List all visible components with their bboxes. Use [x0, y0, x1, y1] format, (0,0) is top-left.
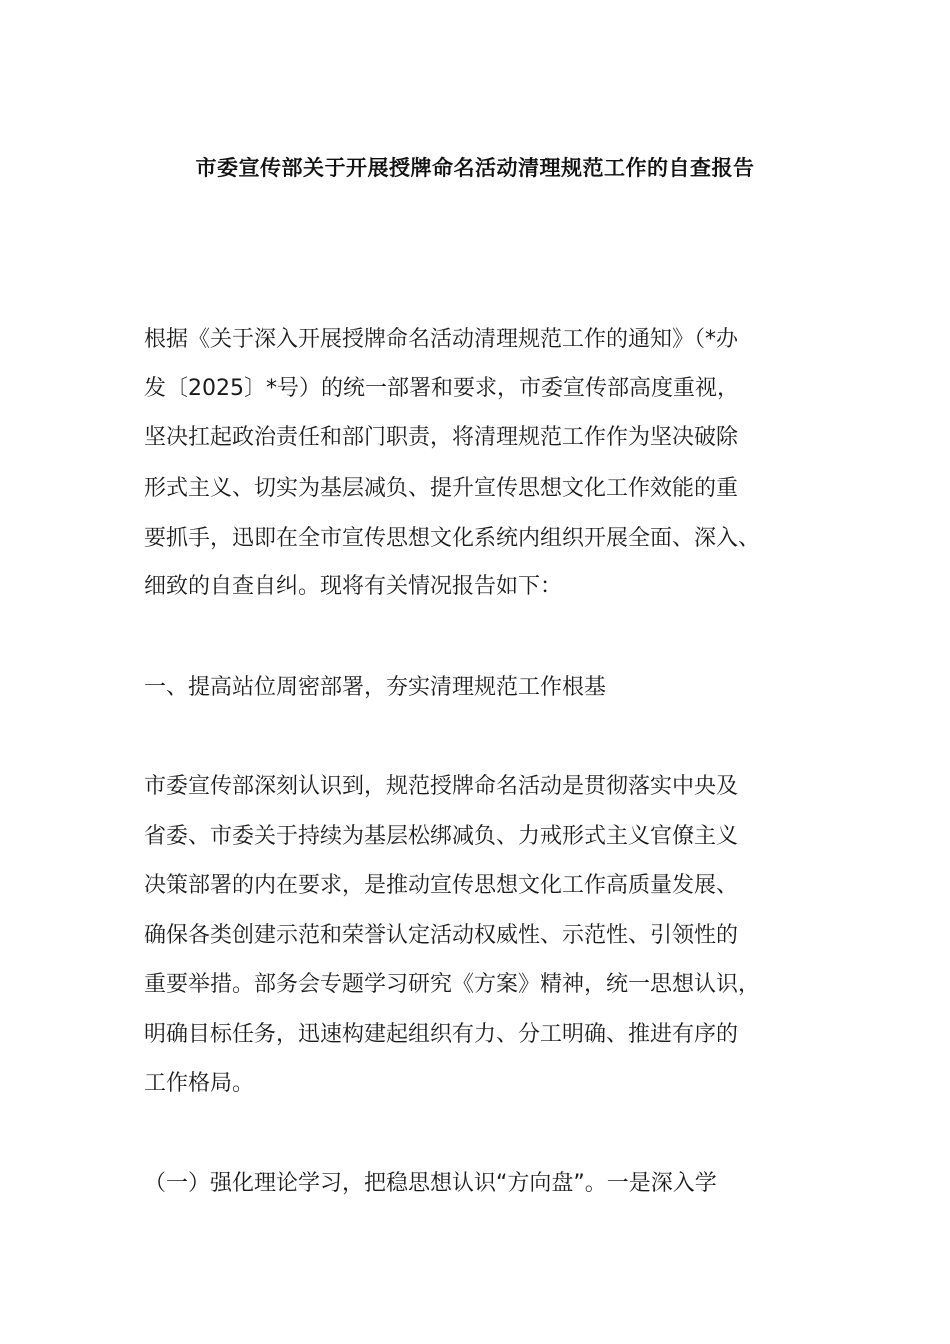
section1-line-1: 市委宣传部深刻认识到，规范授牌命名活动是贯彻落实中央及 — [144, 774, 739, 799]
intro-line-3: 坚决扛起政治责任和部门职责，将清理规范工作作为坚决破除 — [144, 425, 739, 450]
subsection-1-line: （一）强化理论学习，把稳思想认识“方向盘”。一是深入学 — [144, 1171, 717, 1196]
intro-line-2: 发〔2025〕*号）的统一部署和要求，市委宣传部高度重视， — [144, 376, 739, 401]
document-title: 市委宣传部关于开展授牌命名活动清理规范工作的自查报告 — [195, 156, 755, 180]
section1-line-4: 确保各类创建示范和荣誉认定活动权威性、示范性、引领性的 — [144, 923, 739, 948]
section1-line-7: 工作格局。 — [144, 1071, 255, 1096]
intro-line-6: 细致的自查自纠。现将有关情况报告如下： — [144, 574, 563, 599]
section1-line-6: 明确目标任务，迅速构建起组织有力、分工明确、推进有序的 — [144, 1022, 739, 1047]
section1-line-5: 重要举措。部务会专题学习研究《方案》精神，统一思想认识， — [144, 972, 761, 997]
intro-line-5: 要抓手，迅即在全市宣传思想文化系统内组织开展全面、深入、 — [144, 526, 761, 551]
section1-line-2: 省委、市委关于持续为基层松绑减负、力戒形式主义官僚主义 — [144, 824, 739, 849]
section1-line-3: 决策部署的内在要求，是推动宣传思想文化工作高质量发展、 — [144, 873, 739, 898]
intro-line-1: 根据《关于深入开展授牌命名活动清理规范工作的通知》（*办 — [144, 327, 739, 352]
section-heading-1: 一、提高站位周密部署，夯实清理规范工作根基 — [144, 675, 607, 700]
intro-line-4: 形式主义、切实为基层减负、提升宣传思想文化工作效能的重 — [144, 476, 739, 501]
